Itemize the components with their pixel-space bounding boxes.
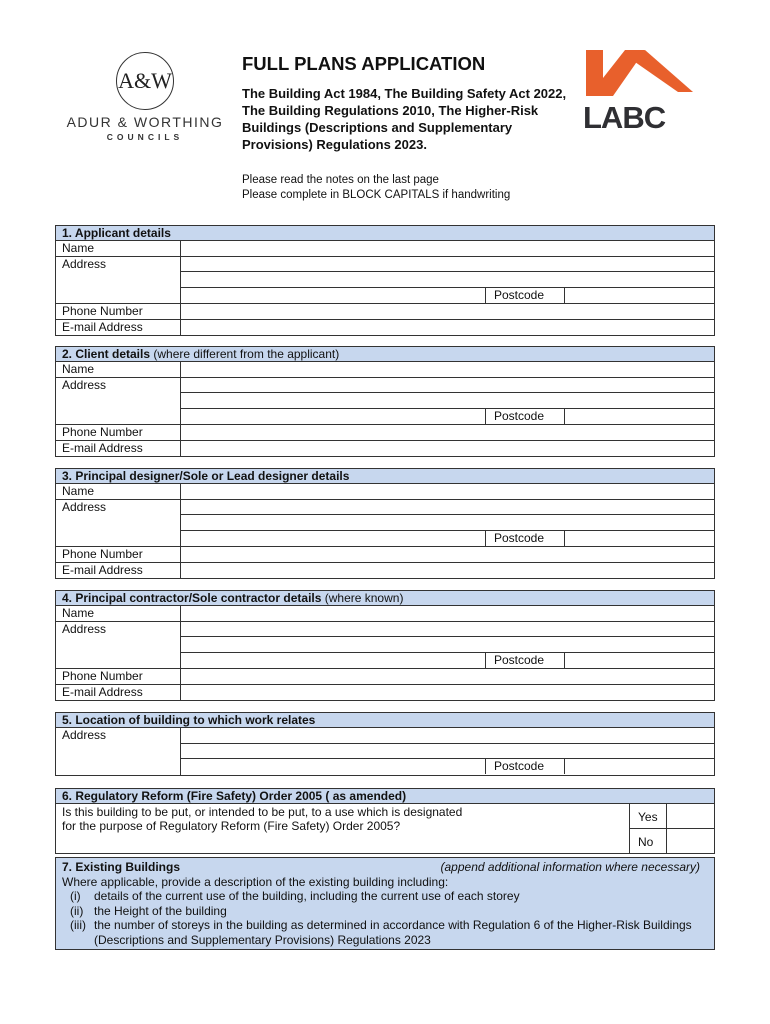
page-title: FULL PLANS APPLICATION xyxy=(242,53,486,74)
client-name-field[interactable] xyxy=(181,362,714,377)
labc-wordmark: LABC xyxy=(583,100,666,135)
address-label: Address xyxy=(56,257,181,304)
postcode-label: Postcode xyxy=(485,287,565,303)
email-label: E-mail Address xyxy=(56,563,181,579)
applicant-name-field[interactable] xyxy=(181,241,714,256)
council-sub: COUNCILS xyxy=(106,132,184,142)
applicant-email-field[interactable] xyxy=(181,320,714,336)
yes-checkbox[interactable] xyxy=(667,804,714,828)
section-note: (append additional information where necessary) xyxy=(440,860,700,874)
labc-roof-icon xyxy=(583,50,713,100)
phone-label: Phone Number xyxy=(56,425,181,440)
header-text xyxy=(242,53,572,153)
location-address-line[interactable] xyxy=(181,728,714,744)
adur-worthing-logo xyxy=(60,52,230,144)
designer-address-line[interactable] xyxy=(181,500,714,516)
section-intro: Where applicable, provide a description of the existing building including: xyxy=(62,874,449,889)
fire-safety-question: Is this building to be put, or intended to be put, to a use which is designated for the purpose of Regulatory Reform (Fire Safety) Order 2005? xyxy=(62,805,463,833)
section-header: 1. Applicant details xyxy=(56,226,714,241)
phone-label: Phone Number xyxy=(56,304,181,319)
name-label: Name xyxy=(56,241,181,256)
name-label: Name xyxy=(56,484,181,499)
section-header: 4. Principal contractor/Sole contractor details (where known) xyxy=(56,591,714,606)
address-label: Address xyxy=(56,622,181,669)
contractor-email-field[interactable] xyxy=(181,685,714,701)
postcode-label: Postcode xyxy=(485,530,565,546)
name-label: Name xyxy=(56,362,181,377)
designer-address-line[interactable] xyxy=(181,515,714,531)
applicant-address-line[interactable] xyxy=(181,288,714,304)
applicant-phone-field[interactable] xyxy=(181,304,714,319)
designer-address-line[interactable] xyxy=(181,531,714,547)
client-phone-field[interactable] xyxy=(181,425,714,440)
contractor-address-line[interactable] xyxy=(181,653,714,669)
email-label: E-mail Address xyxy=(56,685,181,701)
name-label: Name xyxy=(56,606,181,621)
address-label: Address xyxy=(56,500,181,547)
designer-phone-field[interactable] xyxy=(181,547,714,562)
phone-label: Phone Number xyxy=(56,547,181,562)
email-label: E-mail Address xyxy=(56,441,181,457)
section-header: 3. Principal designer/Sole or Lead designer details xyxy=(56,469,714,484)
client-address-line[interactable] xyxy=(181,378,714,394)
contractor-address-line[interactable] xyxy=(181,622,714,638)
section-existing-buildings xyxy=(55,857,715,950)
section-contractor xyxy=(55,590,715,701)
client-address-line[interactable] xyxy=(181,393,714,409)
list-item: (iii) the number of storeys in the building as determined in accordance with Regulation 6 of the Higher-Risk Buildings (Descriptions and Supplementary Provisions) Regulations 2023 xyxy=(70,918,692,947)
instructions xyxy=(242,173,510,202)
location-address-line[interactable] xyxy=(181,759,714,775)
address-label: Address xyxy=(56,378,181,425)
page-subtitle: The Building Act 1984, The Building Safety Act 2022, The Building Regulations 2010, The Higher-Risk Buildings (Descriptions and Supplementary Provisions) Regulations 2023. xyxy=(242,86,567,152)
section-location xyxy=(55,712,715,776)
postcode-label: Postcode xyxy=(485,758,565,774)
client-address-line[interactable] xyxy=(181,409,714,425)
no-label: No xyxy=(630,829,667,854)
note-read: Please read the notes on the last page xyxy=(242,174,439,186)
designer-name-field[interactable] xyxy=(181,484,714,499)
applicant-address-line[interactable] xyxy=(181,257,714,273)
section-applicant xyxy=(55,225,715,336)
section-header: 5. Location of building to which work relates xyxy=(56,713,714,728)
postcode-label: Postcode xyxy=(485,652,565,668)
section-header: 6. Regulatory Reform (Fire Safety) Order 2005 ( as amended) xyxy=(56,789,714,804)
section-client xyxy=(55,346,715,457)
email-label: E-mail Address xyxy=(56,320,181,336)
yes-no-choice xyxy=(629,804,714,853)
note-capitals: Please complete in BLOCK CAPITALS if handwriting xyxy=(242,188,511,201)
client-email-field[interactable] xyxy=(181,441,714,457)
contractor-name-field[interactable] xyxy=(181,606,714,621)
section-title: 7. Existing Buildings xyxy=(62,860,181,874)
contractor-phone-field[interactable] xyxy=(181,669,714,684)
location-address-line[interactable] xyxy=(181,744,714,760)
address-label: Address xyxy=(56,728,181,775)
contractor-address-line[interactable] xyxy=(181,637,714,653)
section-header: 2. Client details (where different from the applicant) xyxy=(56,347,714,362)
list-item: (i) details of the current use of the building, including the current use of each storey xyxy=(70,889,520,903)
labc-logo xyxy=(583,50,713,136)
postcode-label: Postcode xyxy=(485,408,565,424)
applicant-address-line[interactable] xyxy=(181,272,714,288)
section-fire-safety xyxy=(55,788,715,854)
aw-monogram: A&W xyxy=(116,52,174,110)
list-item: (ii) the Height of the building xyxy=(70,903,227,918)
council-name: ADUR & WORTHING xyxy=(66,114,224,130)
yes-label: Yes xyxy=(630,804,667,828)
no-checkbox[interactable] xyxy=(667,829,714,854)
phone-label: Phone Number xyxy=(56,669,181,684)
designer-email-field[interactable] xyxy=(181,563,714,579)
section-designer xyxy=(55,468,715,579)
